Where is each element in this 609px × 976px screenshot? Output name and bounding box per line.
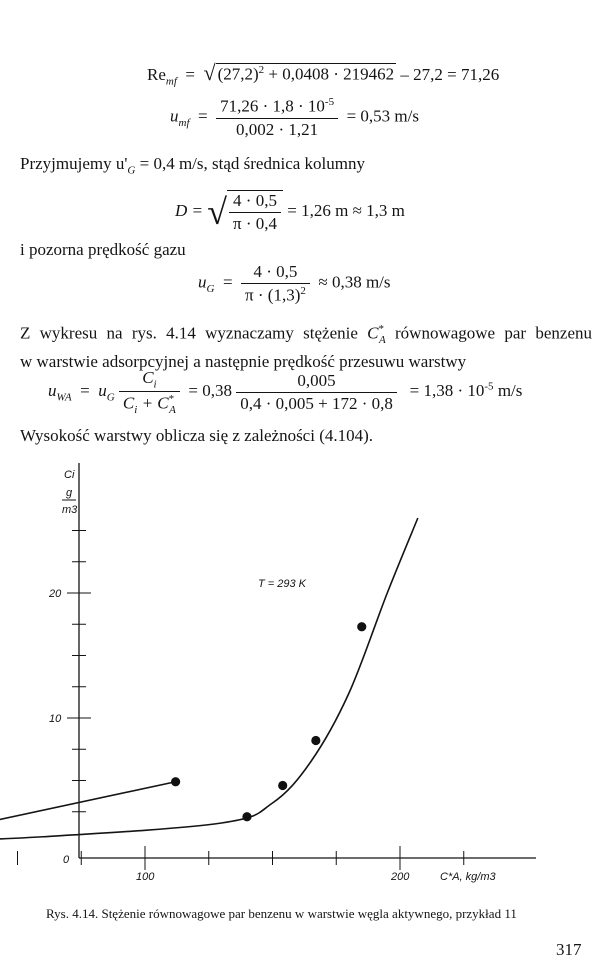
equilibrium-chart: [0, 460, 609, 900]
origin-label: 0: [63, 854, 70, 866]
paragraph-z-wykresu: Z wykresu na rys. 4.14 wyznaczamy stężenie $C^*_A$ równowagowe par benzenu w warstwie adsorpcyjnej a następnie prędkość przesuwu warstwy: [20, 323, 592, 372]
data-point-4: [311, 736, 320, 745]
chart-axes: [0, 463, 536, 883]
paragraph-pozorna-predkosc: i pozorna prędkość gazu: [20, 240, 186, 259]
figure-caption: Rys. 4.14. Stężenie równowagowe par benzenu w warstwie węgla aktywnego, przykład 11: [46, 906, 517, 921]
x-axis-label: C*A, kg/m3: [440, 871, 496, 883]
x-tick-label: 200: [391, 871, 410, 883]
equation-diameter: D = √ $\frac{4 \cdot 0,5}{\pi \cdot 0,4}$ = 1,26 m ≈ 1,3 m: [175, 191, 405, 233]
equation-u-g: $u_G$ = $\frac{4 \cdot 0,5}{\pi \cdot (1,3)^2}$ ≈ 0,38 m/s: [198, 262, 391, 305]
paragraph-wysokosc-warstwy: Wysokość warstwy oblicza się z zależności (4.104).: [20, 426, 374, 445]
data-point-2: [242, 812, 251, 821]
data-point-5: [357, 622, 366, 631]
series-line-2: [0, 518, 418, 843]
temperature-annotation: T = 293 K: [258, 578, 307, 590]
fraction-u-mf: $\frac{71,26 \cdot 1,8 \cdot 10^{-5}}{0,002 \cdot 1,21}$: [216, 96, 338, 140]
y-axis-label-var: Ci: [64, 469, 75, 481]
fraction-diameter: $\frac{4 \cdot 0,5}{\pi \cdot 0,4}$: [227, 190, 283, 234]
equation-u-wa: $u_{WA} = u_G$ $\frac{C_i}{C_i + C^*_A}$ = 0,38 $\frac{0,005}{0,4 \cdot 0,005 + 172 \cdot 0,8}$ = $1,38 \cdot 10^{-5}$ m/s: [48, 368, 523, 417]
sqrt-sign-icon: √: [203, 60, 216, 85]
fraction-u-g: $\frac{4 \cdot 0,5}{\pi \cdot (1,3)^2}$: [241, 262, 310, 306]
y-axis-label-unit-den: m3: [62, 504, 78, 516]
data-point-1: [171, 777, 180, 786]
page-number: 317: [556, 940, 582, 959]
fraction-u-wa-numeric: $\frac{0,005}{0,4 \cdot 0,005 + 172 \cdot 0,8}$: [236, 371, 397, 414]
x-tick-label: 100: [136, 871, 155, 883]
y-axis-label-unit-num: g: [66, 487, 73, 499]
y-tick-label: 10: [49, 713, 62, 725]
y-tick-label: 20: [49, 588, 62, 600]
fraction-ci: $\frac{C_i}{C_i + C^*_A}$: [119, 368, 180, 416]
data-point-3: [278, 781, 287, 790]
equation-re-mf: $Re_{mf}$ = √ $(27,2)^2 + 0,0408 \cdot 219462 - 27,2 = 71,26$: [147, 60, 500, 88]
chart-series: [0, 518, 418, 843]
paragraph-przyjmujemy: Przyjmujemy $u'_G = 0,4$ m/s, stąd średnica kolumny: [20, 154, 365, 177]
sqrt-sign-icon: √: [207, 192, 228, 232]
equation-u-mf: $u_{mf}$ = $\frac{71,26 \cdot 1,8 \cdot 10^{-5}}{0,002 \cdot 1,21}$ = 0,53 m/s: [170, 96, 419, 139]
chart-markers: [171, 622, 366, 821]
